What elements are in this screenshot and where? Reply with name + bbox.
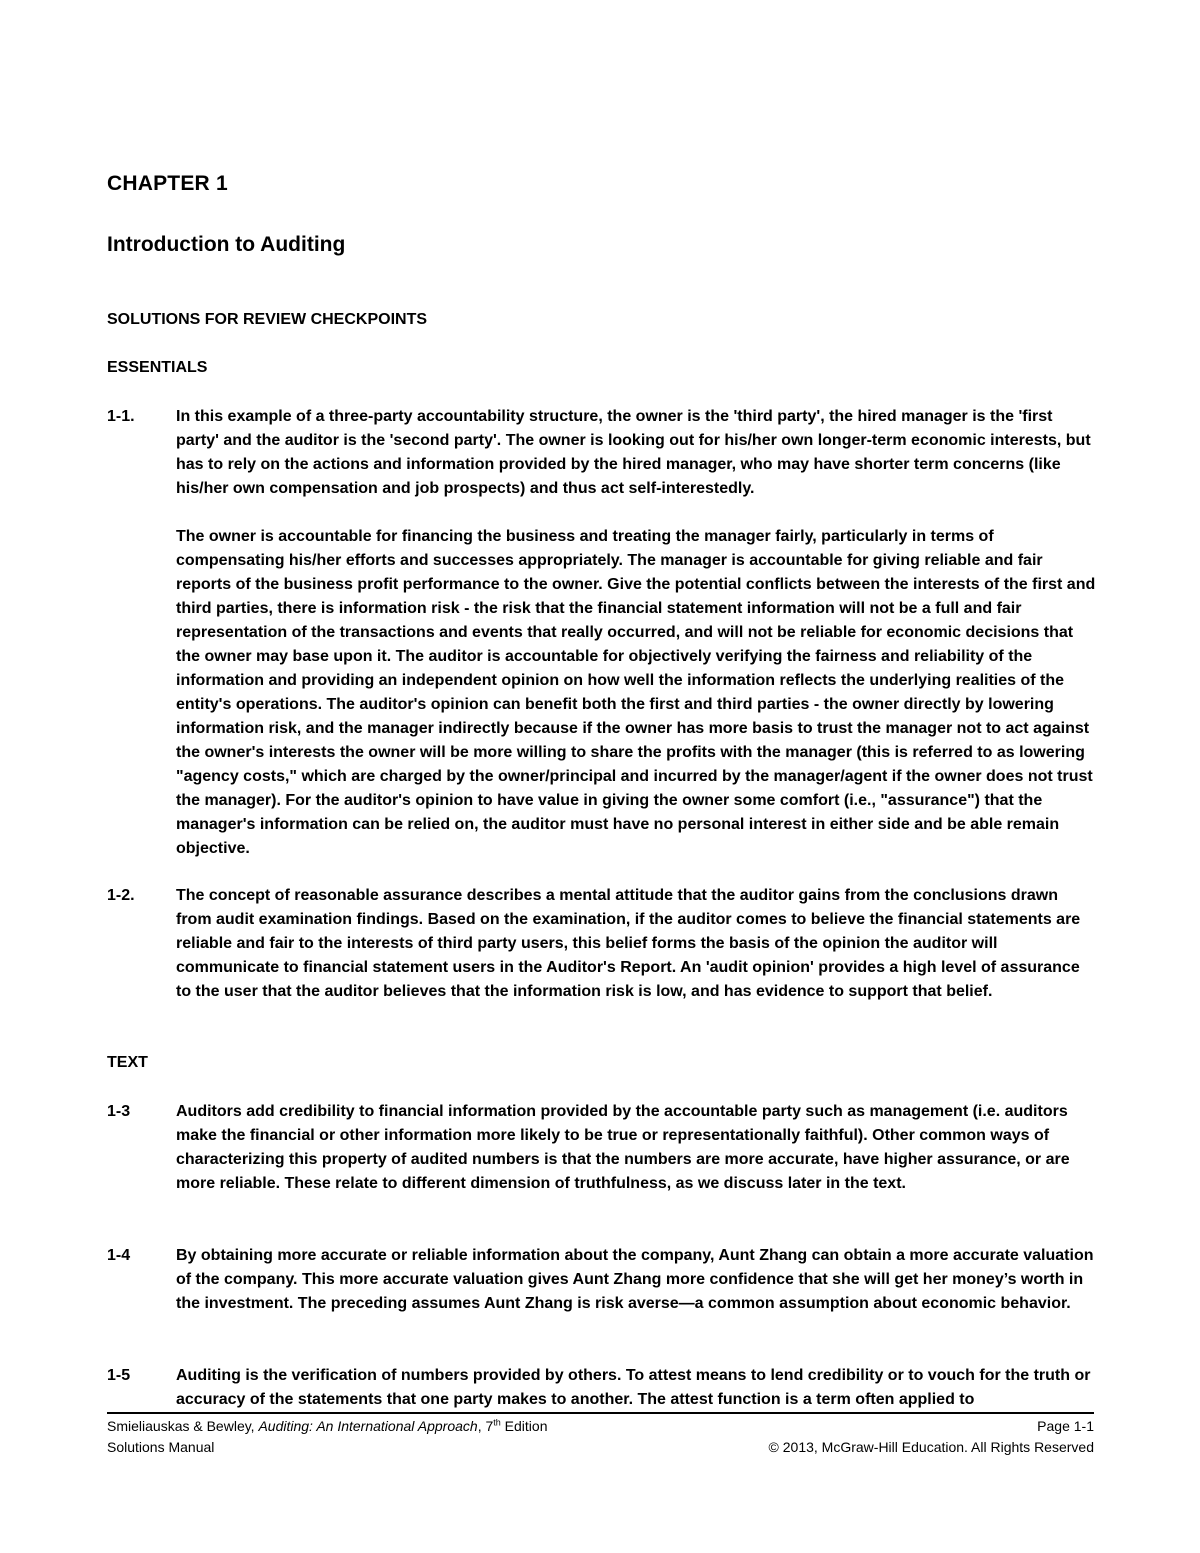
footer-authors: Smieliauskas & Bewley, bbox=[107, 1418, 259, 1434]
item-number: 1-1. bbox=[107, 408, 135, 425]
checkpoint-item-1-3 bbox=[107, 1100, 1097, 1196]
checkpoint-item-1-4 bbox=[107, 1244, 1097, 1316]
item-paragraph: The concept of reasonable assurance describes a mental attitude that the auditor gains from the conclusions drawn from audit examination findings. Based on the examination, if the auditor comes to believe the financial statements are reliable and fair to the interests of third party users, this belief forms the basis of the opinion the auditor will communicate to financial statement users in the Auditor's Report. An 'audit opinion' provides a high level of assurance to the user that the auditor believes that the information risk is low, and has evidence to support that belief. bbox=[176, 887, 1081, 1000]
item-body bbox=[176, 1364, 1097, 1412]
item-body bbox=[176, 884, 1097, 1004]
item-paragraph: Auditors add credibility to financial information provided by the accountable party such as management (i.e. auditors make the financial or other information more likely to be true or representationally faithful). Other common ways of characterizing this property of audited numbers is that the numbers are more accurate, have higher assurance, or are more reliable. These relate to different dimension of truthfulness, as we discuss later in the text. bbox=[176, 1103, 1070, 1192]
footer-divider bbox=[107, 1412, 1094, 1414]
chapter-label: CHAPTER 1 bbox=[107, 172, 228, 195]
section-heading-text: TEXT bbox=[107, 1054, 148, 1071]
item-number: 1-3 bbox=[107, 1103, 131, 1120]
footer-edition-sup: th bbox=[493, 1417, 501, 1428]
item-paragraph: In this example of a three-party accountability structure, the owner is the 'third party', the hired manager is the 'first party' and the auditor is the 'second party'. The owner is looking out for his/her own longer-term economic interests, but has to rely on the actions and information provided by the hired manager, who may have shorter term concerns (like his/her own compensation and job prospects) and thus act self-interestedly. bbox=[176, 408, 1091, 497]
item-paragraph: Auditing is the verification of numbers provided by others. To attest means to lend credibility or to vouch for the truth or accuracy of the statements that one party makes to another. The attest function is a term often applied to bbox=[176, 1367, 1091, 1408]
item-body bbox=[176, 1100, 1097, 1196]
section-heading-essentials: ESSENTIALS bbox=[107, 359, 208, 376]
item-number: 1-5 bbox=[107, 1367, 131, 1384]
checkpoint-item-1-2 bbox=[107, 884, 1097, 1004]
checkpoint-item-1-1 bbox=[107, 405, 1097, 861]
footer-book-title: Auditing: An International Approach bbox=[258, 1418, 478, 1434]
footer-manual: Solutions Manual bbox=[107, 1439, 215, 1455]
checkpoint-item-1-5 bbox=[107, 1364, 1097, 1412]
chapter-title: Introduction to Auditing bbox=[107, 233, 346, 256]
footer-citation bbox=[107, 1416, 548, 1436]
footer-edition-suffix: Edition bbox=[500, 1418, 548, 1434]
item-number: 1-2. bbox=[107, 887, 135, 904]
footer-copyright: © 2013, McGraw-Hill Education. All Rights Reserved bbox=[768, 1439, 1094, 1455]
footer-edition-prefix: , 7 bbox=[477, 1418, 494, 1434]
item-body bbox=[176, 405, 1097, 861]
item-paragraph: The owner is accountable for financing the business and treating the manager fairly, particularly in terms of compensating his/her efforts and successes appropriately. The manager is accountable for giving reliable and fair reports of the business profit performance to the owner. Give the potential conflicts between the interests of the first and third parties, there is information risk - the risk that the financial statement information will not be a full and fair representation of the transactions and events that really occurred, and will not be reliable for economic decisions that the owner may base upon it. The auditor is accountable for objectively verifying the fairness and reliability of the information and providing an independent opinion on how well the information reflects the underlying realities of the entity's operations. The auditor's opinion can benefit both the first and third parties - the owner directly by lowering information risk, and the manager indirectly because if the owner has more basis to trust the manager not to act against the owner's interests the owner will be more willing to share the profits with the manager (this is referred to as lowering "agency costs," which are charged by the owner/principal and incurred by the manager/agent if the owner does not trust the manager). For the auditor's opinion to have value in giving the owner some comfort (i.e., "assurance") that the manager's information can be relied on, the auditor must have no personal interest in either side and be able remain objective. bbox=[176, 528, 1096, 857]
item-number: 1-4 bbox=[107, 1247, 131, 1264]
item-paragraph: By obtaining more accurate or reliable information about the company, Aunt Zhang can obtain a more accurate valuation of the company. This more accurate valuation gives Aunt Zhang more confidence that she will get her money’s worth in the investment. The preceding assumes Aunt Zhang is risk averse—a common assumption about economic behavior. bbox=[176, 1247, 1094, 1312]
footer-page-number: Page 1-1 bbox=[1037, 1418, 1094, 1434]
section-heading-solutions: SOLUTIONS FOR REVIEW CHECKPOINTS bbox=[107, 311, 428, 328]
item-body bbox=[176, 1244, 1097, 1316]
